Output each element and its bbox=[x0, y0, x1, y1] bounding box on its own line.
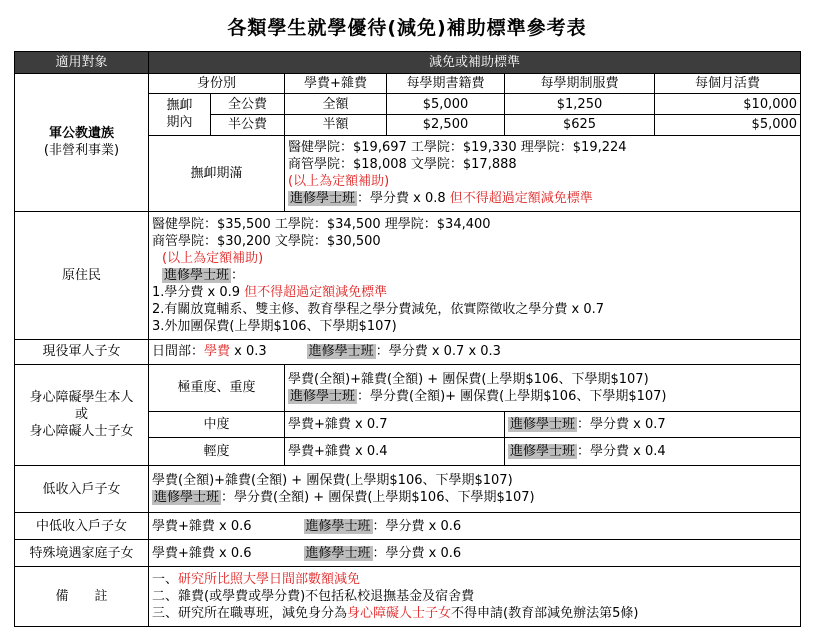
disabled-category: 身心障礙學生本人 或 身心障礙人士子女 bbox=[15, 364, 149, 465]
indigenous-content: 醫健學院：$35,500 工學院：$34,500 理學院：$34,400 商管學院：$30,200 文學院：$30,500 (以上為定額補助) 進修學士班 ： 1.學分費 x 0.9 但不得超過定額減免標準 2.有關放寬輔系、雙主修、教育學程之學分費減免，依實際徵收之學分費 x 0.7 3.外加團保費(上學期$106、下學期$107) bbox=[149, 211, 801, 339]
remarks-row bbox=[15, 567, 801, 627]
mid-low-income-row bbox=[15, 513, 801, 540]
remarks-content: 一、研究所比照大學日間部數額減免 二、雜費(或學費或學分費)不包括私校退撫基金及宿舍費 三、研究所在職專班，減免身分為身心障礙人士子女不得申請(教育部減免辦法第5條) bbox=[149, 567, 801, 627]
advanced-program-tag: 進修學士班 bbox=[510, 443, 576, 459]
moderate-label: 中度 bbox=[149, 412, 285, 438]
pension-period-label: 撫卹 期內 bbox=[149, 94, 211, 135]
advanced-program-tag: 進修學士班 bbox=[305, 518, 371, 534]
page-title: 各類學生就學優待(減免)補助標準參考表 bbox=[227, 17, 587, 39]
military-subtitle: (非營利事業) bbox=[43, 143, 120, 159]
military-category bbox=[15, 73, 149, 211]
fee-header: 每個月活費 bbox=[655, 73, 801, 94]
low-income-row bbox=[15, 465, 801, 512]
mid-low-income-content: 學費+雜費 x 0.6 進修學士班 ：學分費 x 0.6 bbox=[149, 513, 801, 540]
advanced-program-tag: 進修學士班 bbox=[154, 490, 220, 506]
mild-content: 學費+雜費 x 0.4 bbox=[285, 438, 505, 466]
table-cell: $2,500 bbox=[387, 114, 505, 135]
identity-label: 身份別 bbox=[149, 73, 285, 94]
soldier-title: 現役軍人子女 bbox=[15, 339, 149, 364]
full-funding-label: 全公費 bbox=[211, 94, 285, 115]
advanced-program-tag: 進修學士班 bbox=[164, 267, 230, 283]
severe-label: 極重度、重度 bbox=[149, 364, 285, 411]
moderate-content: 學費+雜費 x 0.7 bbox=[285, 412, 505, 438]
pension-expired-content: 醫健學院：$19,697 工學院：$19,330 理學院：$19,224 商管學院：$18,008 文學院：$17,888 (以上為定額補助) 進修學士班 ：學分費 x 0.8 但不得超過定額減免標準 bbox=[285, 135, 801, 211]
fee-header: 學費+雜費 bbox=[285, 73, 387, 94]
special-family-content: 學費+雜費 x 0.6 進修學士班 ：學分費 x 0.6 bbox=[149, 540, 801, 567]
advanced-program-tag: 進修學士班 bbox=[308, 344, 374, 360]
soldier-row bbox=[15, 339, 801, 364]
table-cell: $5,000 bbox=[387, 94, 505, 115]
special-family-title: 特殊境遇家庭子女 bbox=[15, 540, 149, 567]
moderate-advanced: 進修學士班 ：學分費 x 0.7 bbox=[505, 412, 801, 438]
advanced-program-tag: 進修學士班 bbox=[510, 417, 576, 433]
soldier-content: 日間部：學費 x 0.3 進修學士班 ：學分費 x 0.7 x 0.3 bbox=[149, 339, 801, 364]
mid-low-income-title: 中低收入戶子女 bbox=[15, 513, 149, 540]
table-cell: $10,000 bbox=[655, 94, 801, 115]
fee-header: 每學期書籍費 bbox=[387, 73, 505, 94]
severe-content: 學費(全額)+雜費(全額) + 團保費(上學期$106、下學期$107) 進修學士班 ：學分費(全額)+ 團保費(上學期$106、下學期$107) bbox=[285, 364, 801, 411]
military-fee-header-row bbox=[15, 73, 801, 94]
indigenous-title: 原住民 bbox=[15, 211, 149, 339]
table-header-row bbox=[15, 52, 801, 74]
table-cell: $625 bbox=[505, 114, 655, 135]
table-cell: 全額 bbox=[285, 94, 387, 115]
subsidy-table bbox=[14, 51, 801, 627]
military-title: 軍公教遺族 bbox=[48, 126, 114, 142]
header-standard: 減免或補助標準 bbox=[149, 52, 801, 74]
special-family-row bbox=[15, 540, 801, 567]
table-cell: $5,000 bbox=[655, 114, 801, 135]
disabled-severe-row bbox=[15, 364, 801, 411]
advanced-program-tag: 進修學士班 bbox=[290, 388, 356, 404]
fee-header: 每學期制服費 bbox=[505, 73, 655, 94]
table-cell: 半額 bbox=[285, 114, 387, 135]
half-funding-label: 半公費 bbox=[211, 114, 285, 135]
mild-label: 輕度 bbox=[149, 438, 285, 466]
pension-expired-label: 撫卹期滿 bbox=[149, 135, 285, 211]
advanced-program-tag: 進修學士班 bbox=[305, 545, 371, 561]
low-income-content: 學費(全額)+雜費(全額) + 團保費(上學期$106、下學期$107) 進修學士班 ：學分費(全額) + 團保費(上學期$106、下學期$107) bbox=[149, 465, 801, 512]
advanced-program-tag: 進修學士班 bbox=[290, 191, 356, 207]
indigenous-row bbox=[15, 211, 801, 339]
table-cell: $1,250 bbox=[505, 94, 655, 115]
mild-advanced: 進修學士班 ：學分費 x 0.4 bbox=[505, 438, 801, 466]
low-income-title: 低收入戶子女 bbox=[15, 465, 149, 512]
remarks-title: 備 註 bbox=[15, 567, 149, 627]
header-target: 適用對象 bbox=[15, 52, 149, 74]
